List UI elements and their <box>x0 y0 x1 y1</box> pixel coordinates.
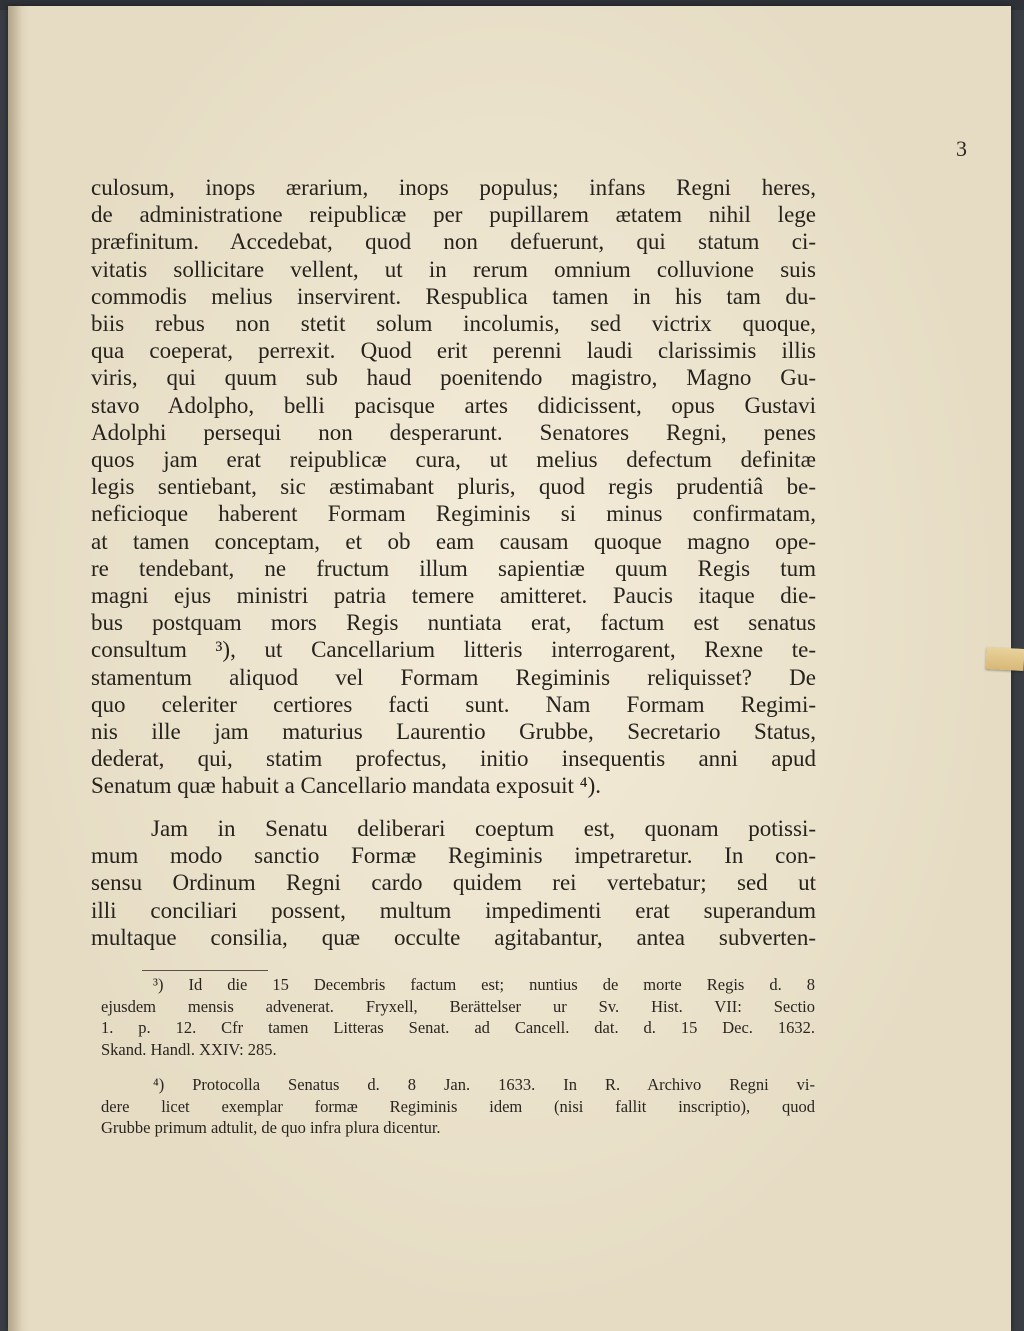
text-line: præfinitum. Accedebat, quod non defuerunt, qui statum ci- <box>91 229 816 255</box>
text-line: Senatum quæ habuit a Cancellario mandata exposuit ⁴). <box>91 773 602 799</box>
footnote-line: ³) Id die 15 Decembris factum est; nuntius de morte Regis d. 8 <box>153 975 815 994</box>
footnote-3 <box>101 974 815 1060</box>
text-line: re tendebant, ne fructum illum sapientiæ quum Regis tum <box>91 555 816 581</box>
text-line: neficioque haberent Formam Regiminis si minus confirmatam, <box>91 501 816 527</box>
text-line: illi conciliari possent, multum impedimenti erat superandum <box>91 897 816 923</box>
text-line: nis ille jam maturius Laurentio Grubbe, Secretario Status, <box>91 719 816 745</box>
text-line: qua coeperat, perrexit. Quod erit perenni laudi clarissimis illis <box>91 338 816 364</box>
text-line: mum modo sanctio Formæ Regiminis impetraretur. In con- <box>91 843 816 869</box>
text-line: biis rebus non stetit solum incolumis, sed victrix quoque, <box>91 311 816 337</box>
text-line: commodis melius inservirent. Respublica tamen in his tam du- <box>91 283 816 309</box>
page-gutter-shadow <box>8 6 22 1331</box>
text-line: quos jam erat reipublicæ cura, ut melius defectum definitæ <box>91 447 816 473</box>
text-line: culosum, inops ærarium, inops populus; infans Regni heres, <box>91 175 816 200</box>
footnote-line: dere licet exemplar formæ Regiminis idem (nisi fallit inscriptio), quod <box>101 1096 815 1116</box>
paper-bookmark-strip <box>985 647 1024 671</box>
book-page <box>8 6 1011 1331</box>
footnote-line: ejusdem mensis advenerat. Fryxell, Berättelser ur Sv. Hist. VII: Sectio <box>101 996 815 1016</box>
text-line: bus postquam mors Regis nuntiata erat, factum est senatus <box>91 610 816 636</box>
footnote-line: 1. p. 12. Cfr tamen Litteras Senat. ad Cancell. dat. d. 15 Dec. 1632. <box>101 1018 815 1037</box>
text-line: viris, qui quum sub haud poenitendo magistro, Magno Gu- <box>91 365 816 391</box>
text-line: dederat, qui, statim profectus, initio insequentis anni apud <box>91 746 816 772</box>
footnote-separator <box>142 970 268 971</box>
text-line: stavo Adolpho, belli pacisque artes didicissent, opus Gustavi <box>91 392 816 418</box>
footnote-4 <box>101 1074 815 1139</box>
footnote-line: Skand. Handl. XXIV: 285. <box>101 1039 277 1059</box>
paragraph-2 <box>91 815 816 951</box>
text-line: consultum ³), ut Cancellarium litteris interrogarent, Rexne te- <box>91 637 816 663</box>
text-line: multaque consilia, quæ occulte agitabantur, antea subverten- <box>91 924 816 950</box>
footnote-line: ⁴) Protocolla Senatus d. 8 Jan. 1633. In R. Archivo Regni vi- <box>153 1075 815 1094</box>
text-line: Adolphi persequi non desperarunt. Senatores Regni, penes <box>91 419 816 445</box>
text-line: de administratione reipublicæ per pupillarem ætatem nihil lege <box>91 202 816 228</box>
text-line: sensu Ordinum Regni cardo quidem rei vertebatur; sed ut <box>91 870 816 896</box>
paragraph-1 <box>91 174 816 800</box>
text-line: legis sentiebant, sic æstimabant pluris, quod regis prudentiâ be- <box>91 474 816 500</box>
text-line: stamentum aliquod vel Formam Regiminis reliquisset? De <box>91 664 816 690</box>
text-line: vitatis sollicitare vellent, ut in rerum omnium colluvione suis <box>91 256 816 282</box>
footnote-line: Grubbe primum adtulit, de quo infra plura dicentur. <box>101 1118 441 1137</box>
text-line: at tamen conceptam, et ob eam causam quoque magno ope- <box>91 528 816 554</box>
text-line: magni ejus ministri patria temere amitteret. Paucis itaque die- <box>91 583 816 609</box>
text-line: quo celeriter certiores facti sunt. Nam Formam Regimi- <box>91 691 816 717</box>
text-line: Jam in Senatu deliberari coeptum est, quonam potissi- <box>151 816 816 841</box>
page-number: 3 <box>956 136 967 161</box>
